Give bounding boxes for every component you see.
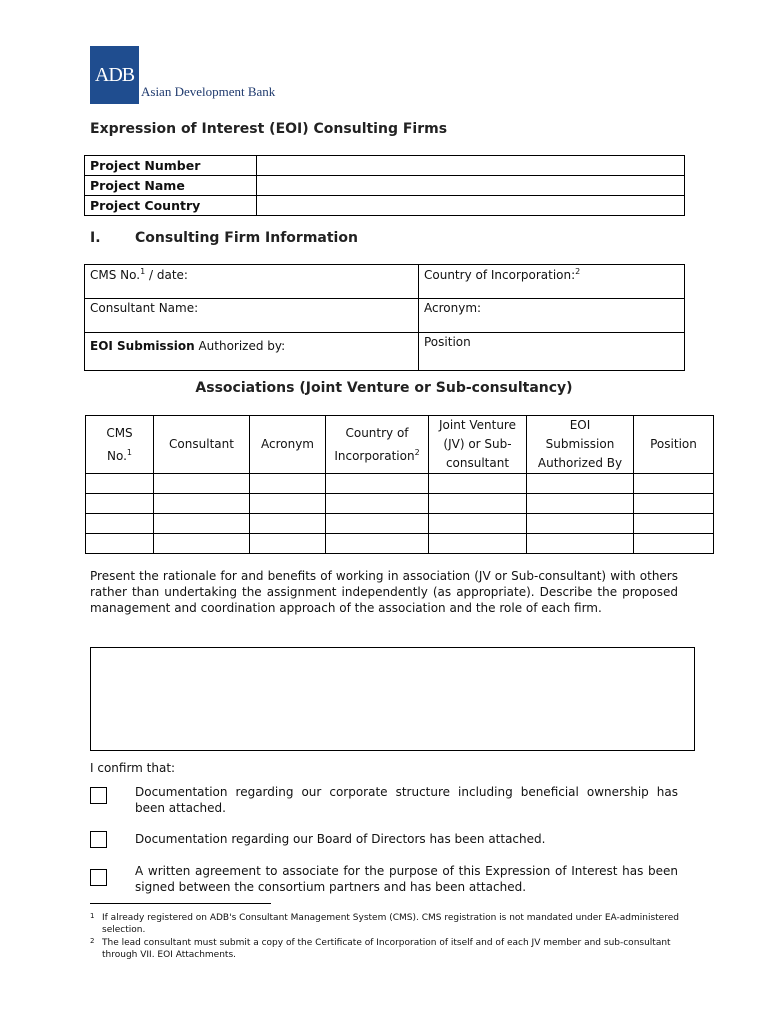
table-row (85, 299, 685, 333)
table-cell[interactable] (326, 494, 429, 514)
org-name: Asian Development Bank (141, 84, 276, 99)
table-header-row (86, 416, 714, 474)
col-consultant: Consultant (154, 416, 250, 474)
firm-info-table (84, 264, 685, 371)
eoi-authorized-field[interactable]: EOI Submission Authorized by: (85, 333, 419, 371)
table-cell[interactable] (326, 474, 429, 494)
table-row (86, 534, 714, 554)
table-cell[interactable] (634, 494, 714, 514)
table-cell[interactable] (527, 474, 634, 494)
project-number-label: Project Number (85, 156, 257, 176)
table-row (86, 474, 714, 494)
project-country-field[interactable] (257, 196, 685, 216)
position-field[interactable]: Position (419, 333, 685, 371)
col-position: Position (634, 416, 714, 474)
table-cell[interactable] (154, 514, 250, 534)
confirm-checkbox-2[interactable] (90, 831, 107, 848)
col-cms-no: CMS No.$^1$ (86, 416, 154, 474)
table-cell[interactable] (86, 494, 154, 514)
table-cell[interactable] (634, 534, 714, 554)
confirm-item-3: A written agreement to associate for the purpose of this Expression of Interest has been signed between the consortium partners and has been attached. (135, 864, 678, 894)
footnote-2: 2 The lead consultant must submit a copy of the Certificate of Incorporation of itself and of each JV member and sub-consultant through VII. EOI Attachments. (90, 937, 671, 960)
section-heading: I. Consulting Firm Information (90, 230, 358, 246)
table-cell[interactable] (86, 534, 154, 554)
table-row (86, 494, 714, 514)
acronym-field[interactable]: Acronym: (419, 299, 685, 333)
table-cell[interactable] (326, 534, 429, 554)
cms-no-field[interactable]: CMS No.$^1$ / date: (85, 265, 419, 299)
rationale-textbox[interactable] (90, 647, 695, 751)
table-row (85, 176, 685, 196)
table-cell[interactable] (527, 534, 634, 554)
table-cell[interactable] (154, 534, 250, 554)
table-row (85, 156, 685, 176)
page-title: Expression of Interest (EOI) Consulting Firms (90, 121, 448, 137)
project-table (84, 155, 685, 216)
table-cell[interactable] (250, 494, 326, 514)
table-cell[interactable] (86, 474, 154, 494)
confirm-item-2: Documentation regarding our Board of Directors has been attached. (135, 832, 546, 846)
adb-logo: ADB (90, 46, 139, 104)
col-acronym: Acronym (250, 416, 326, 474)
table-row (85, 265, 685, 299)
confirm-item-1: Documentation regarding our corporate structure including beneficial ownership has been attached. (135, 785, 678, 815)
table-cell[interactable] (527, 494, 634, 514)
confirm-checkbox-1[interactable] (90, 787, 107, 804)
table-cell[interactable] (250, 534, 326, 554)
table-cell[interactable] (429, 494, 527, 514)
rationale-text: Present the rationale for and benefits of working in association (JV or Sub-consultant) with others rather than undertaking the assignment independently (as appropriate). Describe the proposed management and coordination approach of the association and the role of each firm. (90, 569, 678, 615)
project-country-label: Project Country (85, 196, 257, 216)
table-row (85, 333, 685, 371)
footnote-1: 1 If already registered on ADB's Consultant Management System (CMS). CMS registration is not mandated under EA-administered selection. (90, 912, 679, 935)
table-cell[interactable] (429, 474, 527, 494)
project-name-label: Project Name (85, 176, 257, 196)
table-cell[interactable] (634, 474, 714, 494)
associations-heading: Associations (Joint Venture or Sub-consultancy) (195, 380, 573, 396)
table-row (85, 196, 685, 216)
table-cell[interactable] (326, 514, 429, 534)
col-jv: Joint Venture (JV) or Sub- consultant (429, 416, 527, 474)
confirm-intro: I confirm that: (90, 761, 176, 775)
footnote-divider (90, 903, 271, 904)
table-cell[interactable] (250, 514, 326, 534)
table-cell[interactable] (154, 494, 250, 514)
table-cell[interactable] (527, 514, 634, 534)
confirm-checkbox-3[interactable] (90, 869, 107, 886)
table-cell[interactable] (429, 534, 527, 554)
associations-table (85, 415, 714, 554)
table-cell[interactable] (429, 514, 527, 534)
country-incorporation-field[interactable]: Country of Incorporation:$^2$ (419, 265, 685, 299)
col-country: Country of Incorporation$^2$ (326, 416, 429, 474)
project-name-field[interactable] (257, 176, 685, 196)
consultant-name-field[interactable]: Consultant Name: (85, 299, 419, 333)
table-cell[interactable] (634, 514, 714, 534)
project-number-field[interactable] (257, 156, 685, 176)
table-cell[interactable] (86, 514, 154, 534)
table-row (86, 514, 714, 534)
col-eoi: EOI Submission Authorized By (527, 416, 634, 474)
table-cell[interactable] (250, 474, 326, 494)
table-cell[interactable] (154, 474, 250, 494)
